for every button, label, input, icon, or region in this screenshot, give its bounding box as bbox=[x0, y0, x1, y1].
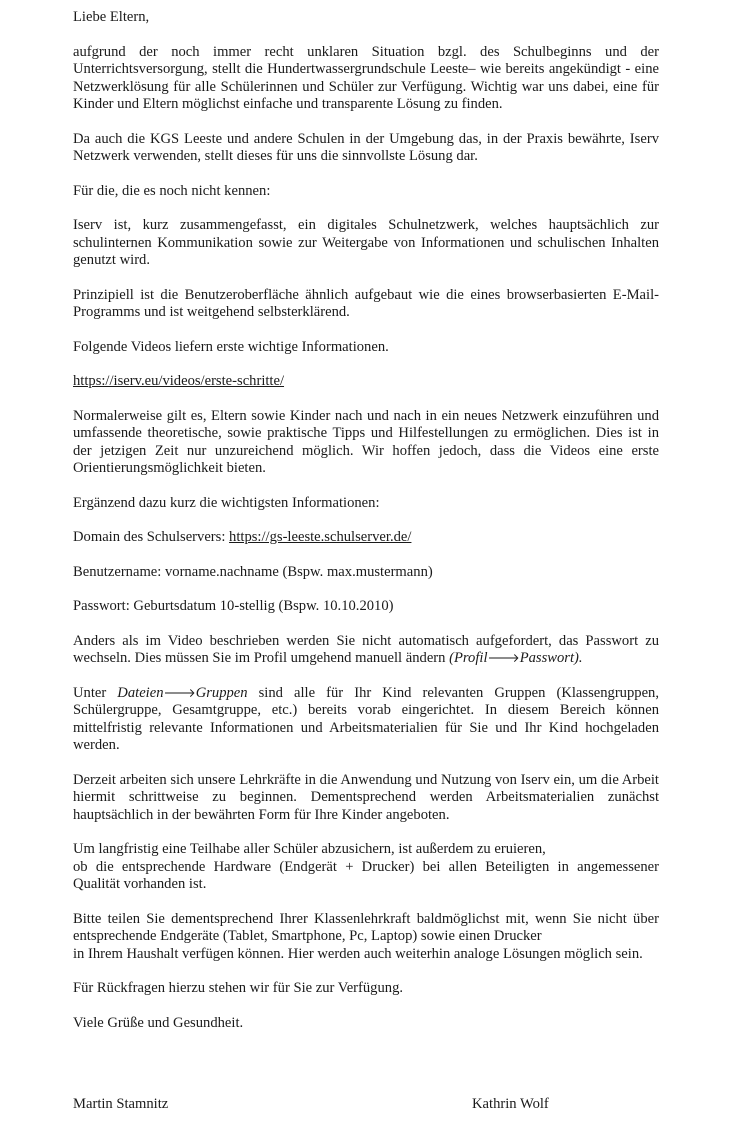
domain-line bbox=[73, 529, 659, 547]
video-link-paragraph bbox=[73, 373, 659, 391]
signature-right: Kathrin Wolf bbox=[472, 1096, 549, 1112]
paragraph-teachers: Derzeit arbeiten sich unsere Lehrkräfte in die Anwendung und Nutzung von Iserv ein, um die Arbeit hiermit schrittweise zu beginnen. Dementsprechend werden Arbeitsmaterialien zunächst hauptsächlich in der bewährten Form für Ihre Kinder angeboten. bbox=[73, 771, 659, 823]
arrow-right-icon: 🡒 bbox=[487, 651, 520, 665]
video-link[interactable]: https://iserv.eu/videos/erste-schritte/ bbox=[73, 373, 285, 389]
profile-path bbox=[449, 650, 582, 666]
paragraph-questions: Für Rückfragen hierzu stehen wir für Sie zur Verfügung. bbox=[73, 980, 404, 996]
password-line: Passwort: Geburtsdatum 10-stellig (Bspw. 10.10.2010) bbox=[73, 598, 394, 614]
username-line: Benutzername: vorname.nachname (Bspw. max.mustermann) bbox=[73, 563, 433, 580]
files-path-end: Gruppen bbox=[195, 684, 248, 701]
letter-body bbox=[73, 9, 659, 1049]
profile-path-end: Passwort). bbox=[519, 650, 583, 666]
paragraph-groups bbox=[73, 685, 659, 755]
paragraph-for-newcomers: Für die, die es noch nicht kennen: bbox=[73, 182, 271, 199]
paragraph-iserv-reason: Da auch die KGS Leeste und andere Schulen in der Umgebung das, in der Praxis bewährte, Iserv Netzwerk verwenden, stellt dieses für uns die sinnvollste Lösung dar. bbox=[73, 130, 659, 164]
paragraph-password-change bbox=[73, 633, 659, 668]
domain-label: Domain des Schulservers: bbox=[73, 529, 230, 545]
devices-line-2: in Ihrem Haushalt verfügen können. Hier werden auch weiterhin analoge Lösungen möglich sein. bbox=[73, 945, 643, 962]
password-change-text: Anders als im Video beschrieben werden Sie nicht automatisch aufgefordert, das Passwort zu wechseln. Dies müssen Sie im Profil umgehend manuell ändern bbox=[73, 632, 659, 666]
paragraph-orientation: Normalerweise gilt es, Eltern sowie Kinder nach und nach in ein neues Netzwerk einzuführen und umfassende theoretische, sowie praktische Tipps und Hilfestellungen zu ermöglichen. Dies ist in der jetzigen Zeit nur unzureichend möglich. Wir hoffen jedoch, dass die Videos eine erste Orientierungsmöglichkeit bieten. bbox=[73, 407, 659, 476]
profile-path-start: (Profil bbox=[449, 650, 488, 666]
domain-link[interactable]: https://gs-leeste.schulserver.de/ bbox=[229, 529, 412, 545]
greeting: Liebe Eltern, bbox=[73, 9, 150, 25]
paragraph-videos: Folgende Videos liefern erste wichtige Informationen. bbox=[73, 338, 389, 355]
arrow-right-icon: 🡒 bbox=[163, 685, 196, 700]
hardware-line-1: Um langfristig eine Teilhabe aller Schüler abzusichern, ist außerdem zu eruieren, bbox=[73, 841, 546, 857]
paragraph-key-info: Ergänzend dazu kurz die wichtigsten Informationen: bbox=[73, 494, 380, 511]
paragraph-iserv-description: Iserv ist, kurz zusammengefasst, ein digitales Schulnetzwerk, welches hauptsächlich zur schulinternen Kommunikation sowie zur Weitergabe von Informationen und schulischen Inhalten genutzt wird. bbox=[73, 217, 659, 268]
hardware-line-2: ob die entsprechende Hardware (Endgerät + Drucker) bei allen Beteiligten in angemessener Qualität vorhanden ist. bbox=[73, 858, 659, 892]
files-groups-path bbox=[117, 685, 247, 701]
groups-rest: sind alle für Ihr Kind relevanten Gruppen (Klassengruppen, Schülergruppe, Gesamtgruppe, etc.) bereits vorab eingerichtet. In diesem Bereich können mittelfristig relevante Informationen und Arbeitsmaterialien für Sie und Ihr Kind hochgeladen werden. bbox=[73, 684, 659, 753]
files-path-start: Dateien bbox=[117, 684, 164, 701]
devices-line-1: Bitte teilen Sie dementsprechend Ihrer Klassenlehrkraft baldmöglichst mit, wenn Sie nicht über entsprechende Endgeräte (Tablet, Smartphone, Pc, Laptop) sowie einen Drucker bbox=[73, 910, 659, 944]
closing: Viele Grüße und Gesundheit. bbox=[73, 1014, 244, 1031]
paragraph-devices bbox=[73, 911, 659, 964]
signature-left: Martin Stamnitz bbox=[73, 1096, 169, 1112]
paragraph-interface: Prinzipiell ist die Benutzeroberfläche ähnlich aufgebaut wie die eines browserbasierten E-Mail-Programms und ist weitgehend selbsterklärend. bbox=[73, 286, 659, 320]
paragraph-intro: aufgrund der noch immer recht unklaren Situation bzgl. des Schulbeginns und der Unterrichtsversorgung, stellt die Hundertwassergrundschule Leeste– wie bereits angekündigt - eine Netzwerklösung für alle Schülerinnen und Schüler zur Verfügung. Wichtig war uns dabei, eine für Kinder und Eltern möglichst einfache und transparente Lösung zu finden. bbox=[73, 43, 659, 112]
paragraph-hardware bbox=[73, 841, 659, 894]
groups-intro: Unter bbox=[73, 684, 118, 701]
